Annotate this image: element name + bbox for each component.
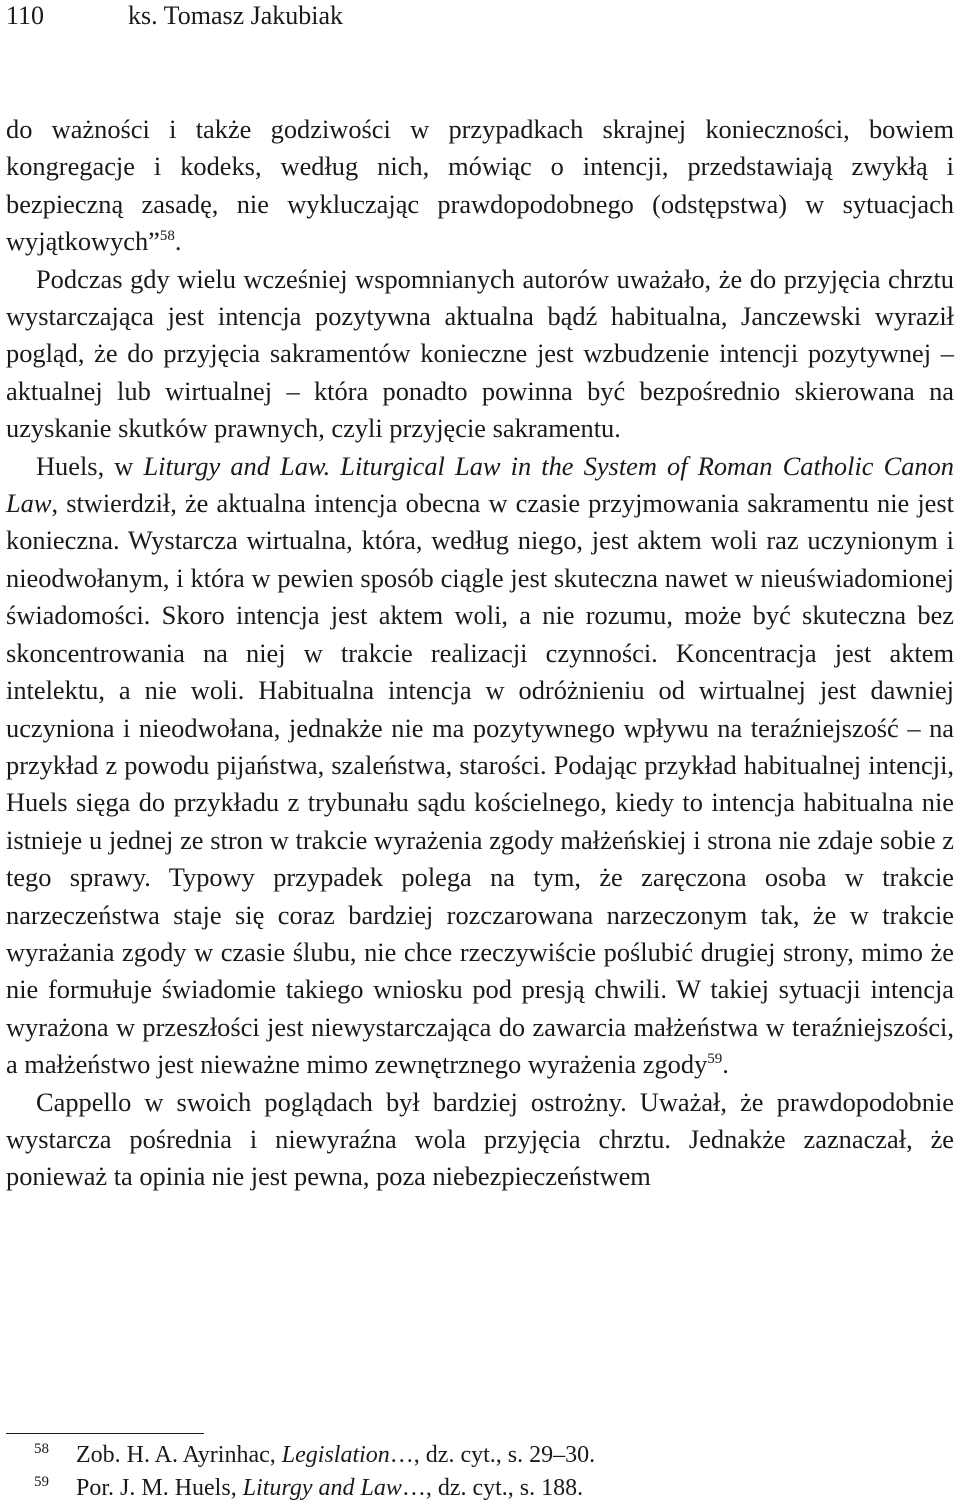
running-head: ks. Tomasz Jakubiak <box>128 1 344 30</box>
page-number: 110 <box>6 1 45 30</box>
footnote-59: 59 Por. J. M. Huels, Liturgy and Law…, dz. cyt., s. 188. <box>6 1472 954 1505</box>
book-title: Liturgy and Law. Liturgical Law in the System of Roman Catholic Canon Law <box>6 450 954 519</box>
paragraph-1: do ważności i także godziwości w przypadkach skrajnej konieczności, bowiem kongregacje i kodeks, według nich, mówiąc o intencji, przedstawiają zwykłą i bezpieczną zasadę, nie wykluczając prawdopodobnego (odstępstwa) w sytuacjach wyjątkowych”$^{58}$. <box>6 114 954 257</box>
footnote-ref-58[interactable]: 58 <box>159 228 175 245</box>
footnote-number: 59 <box>34 1474 49 1490</box>
page-header <box>6 0 954 36</box>
paragraph-4: Cappello w swoich poglądach był bardziej ostrożny. Uważał, że prawdopodobnie wystarcza pośrednia i niewyraźna wola przyjęcia chrztu. Jednakże zaznaczał, że ponieważ ta opinia nie jest pewna, poza niebezpieczeństwem <box>6 1086 954 1192</box>
footnote-58: 58 Zob. H. A. Ayrinhac, Legislation…, dz. cyt., s. 29–30. <box>6 1439 954 1472</box>
footnote-number: 58 <box>34 1441 49 1457</box>
footnote-ref-59[interactable]: 59 <box>707 1051 723 1068</box>
paragraph-2: Podczas gdy wielu wcześniej wspomnianych autorów uważało, że do przyjęcia chrztu wystarczająca jest intencja pozytywna aktualna bądź habitualna, Janczewski wyraził pogląd, że do przyjęcia sakramentów konieczne jest wzbudzenie intencji pozytywnej – aktualnej lub wirtualnej – która ponadto powinna być bezpośrednio skierowana na uzyskanie skutków prawnych, czyli przyjęcie sakramentu. <box>6 263 954 444</box>
body-text <box>6 111 954 1196</box>
footnotes <box>6 1439 954 1505</box>
paragraph-3: Huels, w Liturgy and Law. Liturgical Law in the System of Roman Catholic Canon Law, stwierdził, że aktualna intencja obecna w czasie przyjmowania sakramentu nie jest konieczna. Wystarcza wirtualna, która, według niego, jest aktem woli raz uczynionym i nieodwołanym, i która w pewien sposób ciągle jest skuteczna nawet w nieuświadomionej świadomości. Skoro intencja jest aktem woli, a nie rozumu, może być skuteczna bez skoncentrowania na niej w trakcie realizacji czynności. Koncentracja jest aktem intelektu, a nie woli. Habitualna intencja w odróżnieniu od wirtualnej jest dawniej uczyniona i nieodwołana, jednakże nie ma pozytywnego wpływu na teraźniejszość – na przykład z powodu pijaństwa, szaleństwa, starości. Podając przykład habitualnej intencji, Huels sięga do przykładu z trybunału sądu kościelnego, kiedy to intencja habitualna nie istnieje u jednej ze stron w trakcie wyrażenia zgody małżeńskiej i strona nie zdaje sobie z tego sprawy. Typowy przypadek polega na tym, że zaręczona osoba w trakcie narzeczeństwa staje się coraz bardziej rozczarowana narzeczonym tak, że w trakcie wyrażania zgody w czasie ślubu, nie chce rzeczywiście poślubić drugiej strony, mimo że nie formułuje świadomie takiego wniosku pod presją chwili. W takiej sytuacji intencja wyrażona w przeszłości jest niewystarczająca do zawarcia małżeństwa w teraźniejszości, a małżeństwo jest nieważne mimo zewnętrznego wyrażenia zgody$^{59}$. <box>6 450 954 1080</box>
